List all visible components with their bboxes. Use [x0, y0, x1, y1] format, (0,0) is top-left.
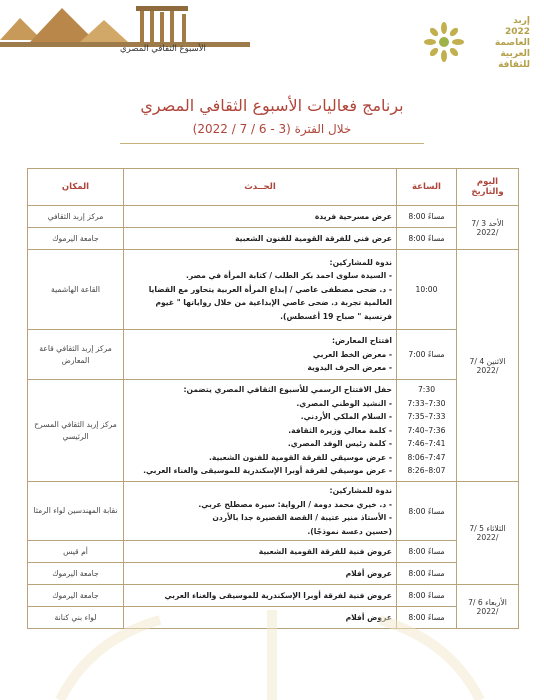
event-line: عرض مسرحية فريدة [314, 211, 392, 221]
time-cell: 8:00 مساءً [397, 482, 457, 541]
divider [120, 143, 424, 144]
time-cell: 8:00 مساءً [397, 607, 457, 629]
time-line: 7:30 [417, 385, 436, 395]
event-cell [124, 250, 397, 330]
place-cell: جامعة اليرموك [28, 228, 124, 250]
table-row [28, 250, 519, 330]
header-time: الساعة [397, 169, 457, 206]
time-cell: 8:00 مساءً [397, 563, 457, 585]
page-title: برنامج فعاليات الأسبوع الثقافي المصري [140, 96, 404, 115]
time-cell: 10:00 [397, 250, 457, 330]
event-cell [124, 228, 397, 250]
table-row [28, 585, 519, 607]
event-line: عروض فنية للفرقة القومية الشعبية [258, 546, 392, 556]
event-line: - كلمة رئيس الوفد المصري. [287, 439, 392, 449]
event-line: - كلمة معالي وزيرة الثقافة. [288, 425, 392, 435]
schedule-table [27, 168, 519, 629]
page-subtitle: خلال الفترة (3 - 6 / 7 / 2022) [192, 122, 352, 136]
table-header-row [28, 169, 519, 206]
time-line: 7:40–7:36 [407, 425, 446, 435]
time-cell: 7:00 مساءً [397, 330, 457, 380]
event-line: - الأستاذ منير عتيبة / القصة القصيرة جدا بالأردن [212, 513, 392, 522]
event-cell [124, 563, 397, 585]
table-row [28, 380, 519, 482]
logo-line: للثقافة [498, 60, 530, 70]
event-line: (حسين دعسة نموذجًا). [307, 526, 392, 536]
event-line: العالمية تجربة د. ضحى عاصي الإبداعية من خلال رواياتها " غيوم [155, 298, 392, 308]
place-cell: القاعة الهاشمية [28, 250, 124, 330]
event-line: عروض أفلام [345, 568, 392, 578]
event-line: عروض أفلام [345, 612, 392, 622]
logo-text [495, 16, 530, 71]
event-line: حفل الافتتاح الرسمي للأسبوع الثقافي المصري يتضمن: [183, 385, 392, 395]
event-line: ندوة للمشاركين: [329, 257, 392, 267]
header-caption: الأسبوع الثقافي المصري [120, 44, 206, 54]
irbid-2022-logo [410, 16, 530, 70]
header-event: الحــدث [124, 169, 397, 206]
event-line: - معرض الخط العربي [312, 349, 392, 359]
day-cell: الثلاثاء 5 /7 /2022 [457, 482, 519, 585]
event-line: - عرض موسيقي لفرقة أوبرا الإسكندرية للموسيقى والغناء العربي. [143, 466, 392, 476]
day-cell: الاثنين 4 /7 /2022 [457, 250, 519, 482]
place-cell: مركز إربد الثقافي قاعة المعارض [28, 330, 124, 380]
day-cell: الأربعاء 6 /7 /2022 [457, 585, 519, 629]
table-row [28, 541, 519, 563]
place-cell: مركز إربد الثقافي [28, 206, 124, 228]
event-line: - معرض الحرف اليدوية [307, 363, 392, 373]
time-list-cell [397, 380, 457, 482]
logo-line: إربد [513, 16, 530, 26]
day-cell: الأحد 3 /7 /2022 [457, 206, 519, 250]
table-row [28, 206, 519, 228]
time-cell: 8:00 مساءً [397, 585, 457, 607]
time-line: 7:46–7:41 [407, 439, 446, 449]
place-cell: جامعة اليرموك [28, 563, 124, 585]
time-line: 7:35–7:33 [407, 412, 446, 422]
event-cell [124, 206, 397, 228]
time-cell: 8:00 مساءً [397, 206, 457, 228]
table-row [28, 563, 519, 585]
time-cell: 8:00 مساءً [397, 541, 457, 563]
event-line: - د. ضحى مصطفى عاصي / إبداع المرأة العربية يتحاور مع القضايا [148, 284, 392, 294]
event-line: - عرض موسيقي للفرقة القومية للفنون الشعبية. [208, 452, 392, 462]
page-header [0, 0, 544, 80]
time-line: 8:26–8:07 [407, 466, 446, 476]
event-line: افتتاح المعارض: [331, 336, 392, 346]
event-line: فرنسية " صباح 19 أغسطس). [280, 311, 392, 321]
header-day: اليوم والتاريخ [457, 169, 519, 206]
time-line: 7:33–7:30 [407, 398, 446, 408]
logo-line: العاصمة [494, 38, 530, 48]
place-cell: جامعة اليرموك [28, 585, 124, 607]
event-cell [124, 330, 397, 380]
logo-line: 2022 [504, 27, 530, 37]
event-cell [124, 585, 397, 607]
event-cell [124, 482, 397, 541]
table-row [28, 228, 519, 250]
event-cell [124, 380, 397, 482]
event-line: - السلام الملكي الأردني. [300, 412, 392, 422]
place-cell: لواء بني كنانة [28, 607, 124, 629]
place-cell: مركز إربد الثقافي المسرح الرئيسي [28, 380, 124, 482]
event-line: عرض فني للفرقة القومية للفنون الشعبية [235, 233, 392, 243]
sun-mark-icon [422, 20, 466, 64]
time-line: 8:06–7:47 [407, 452, 446, 462]
event-line: - د. خيري محمد دومة / الرواية: سيرة مصطلح عربي. [198, 499, 392, 509]
event-line: ندوة للمشاركين: [329, 486, 392, 495]
event-cell [124, 541, 397, 563]
table-row [28, 330, 519, 380]
table-row [28, 482, 519, 541]
event-line: - النشيد الوطني المصري. [296, 398, 392, 408]
place-cell: نقابة المهندسين لواء الرمثا [28, 482, 124, 541]
logo-line: العربية [500, 49, 530, 59]
event-line: عروض فنية لفرقة أوبرا الإسكندرية للموسيقى والغناء العربي [164, 590, 392, 600]
place-cell: أم قيس [28, 541, 124, 563]
event-cell [124, 607, 397, 629]
table-row [28, 607, 519, 629]
event-line: - السيدة سلوى احمد بكر الطلب / كتابة المرأة في مصر. [186, 271, 392, 281]
header-place: المكان [28, 169, 124, 206]
time-cell: 8:00 مساءً [397, 228, 457, 250]
